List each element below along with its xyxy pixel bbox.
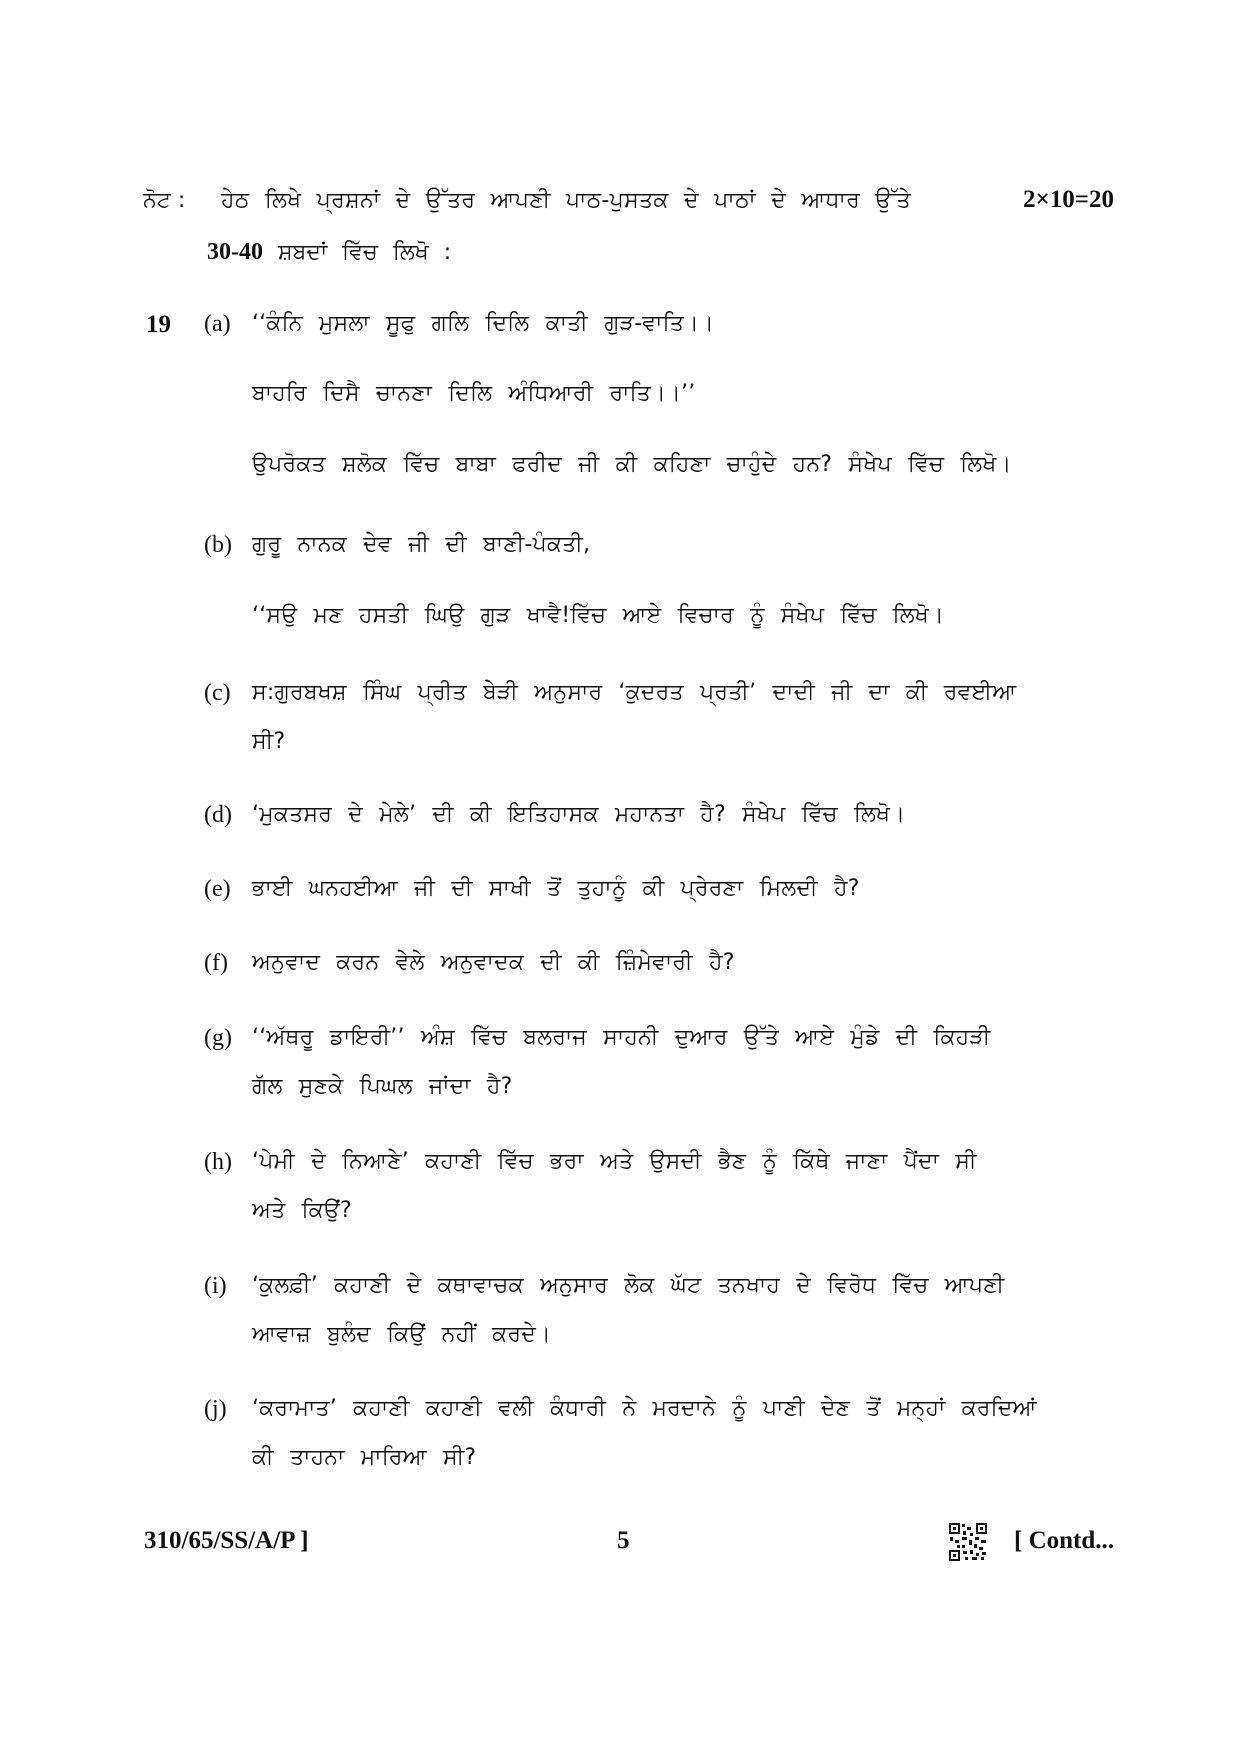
part-c-line2: ਸੀ? <box>252 729 286 754</box>
part-b-line1: ਗੁਰੂ ਨਾਨਕ ਦੇਵ ਜੀ ਦੀ ਬਾਣੀ-ਪੰਕਤੀ, <box>252 532 591 557</box>
part-g-line1: ‘‘ਅੱਥਰੂ ਡਾਇਰੀ’’ ਅੰਸ਼ ਵਿੱਚ ਬਲਰਾਜ ਸਾਹਨੀ ਦੁਆਰ ਉੱਤੇ ਆਏ ਮੁੰਡੇ ਦੀ ਕਿਹੜੀ <box>252 1025 991 1050</box>
part-f-line1: ਅਨੁਵਾਦ ਕਰਨ ਵੇਲੇ ਅਨੁਵਾਦਕ ਦੀ ਕੀ ਜ਼ਿੰਮੇਵਾਰੀ ਹੈ? <box>252 950 735 975</box>
part-b-line2: ‘‘ਸਉ ਮਣ ਹਸਤੀ ਘਿਉ ਗੁੜ ਖਾਵੈ!ਵਿੱਚ ਆਏ ਵਿਚਾਰ ਨੂੰ ਸੰਖੇਪ ਵਿੱਚ ਲਿਖੋ। <box>252 603 944 628</box>
part-a-line2: ਬਾਹਰਿ ਦਿਸੈ ਚਾਨਣਾ ਦਿਲਿ ਅੰਧਿਆਰੀ ਰਾਤਿ।।’’ <box>252 381 696 406</box>
part-i-line2: ਆਵਾਜ਼ ਬੁਲੰਦ ਕਿਉਂ ਨਹੀਂ ਕਰਦੇ। <box>252 1322 551 1347</box>
part-label-j: (j) <box>204 1396 227 1422</box>
qr-code-icon <box>948 1522 988 1562</box>
part-g-line2: ਗੱਲ ਸੁਣਕੇ ਪਿਘਲ ਜਾਂਦਾ ਹੈ? <box>252 1074 513 1099</box>
question-number: 19 <box>146 311 171 338</box>
paper-code: 310/65/SS/A/P ] <box>144 1527 309 1554</box>
part-label-i: (i) <box>204 1273 227 1299</box>
part-a-line1: ‘‘ਕੰਨਿ ਮੁਸਲਾ ਸੂਫੁ ਗਲਿ ਦਿਲਿ ਕਾਤੀ ਗੁੜ-ਵਾਤਿ।। <box>252 311 715 336</box>
part-label-b: (b) <box>204 532 232 558</box>
marks-allocation: 2×10=20 <box>1023 186 1114 213</box>
page-number: 5 <box>617 1527 630 1554</box>
part-j-line1: ‘ਕਰਾਮਾਤ’ ਕਹਾਣੀ ਕਹਾਣੀ ਵਲੀ ਕੰਧਾਰੀ ਨੇ ਮਰਦਾਨੇ ਨੂੰ ਪਾਣੀ ਦੇਣ ਤੋਂ ਮਨ੍ਹਾਂ ਕਰਦਿਆਂ <box>252 1396 1037 1421</box>
part-h-line2: ਅਤੇ ਕਿਉਂ? <box>252 1198 352 1223</box>
note-instruction-line1: ਹੇਠ ਲਿਖੇ ਪ੍ਰਸ਼ਨਾਂ ਦੇ ਉੱਤਰ ਆਪਣੀ ਪਾਠ-ਪੁਸਤਕ ਦੇ ਪਾਠਾਂ ਦੇ ਆਧਾਰ ਉੱਤੇ <box>221 188 911 213</box>
part-j-line2: ਕੀ ਤਾਹਨਾ ਮਾਰਿਆ ਸੀ? <box>252 1445 477 1470</box>
note-label: ਨੋਟ : <box>143 188 186 213</box>
part-label-a: (a) <box>204 311 231 337</box>
continued-marker: [ Contd... <box>1014 1527 1115 1554</box>
part-a-line3: ਉਪਰੋਕਤ ਸ਼ਲੋਕ ਵਿੱਚ ਬਾਬਾ ਫਰੀਦ ਜੀ ਕੀ ਕਹਿਣਾ ਚਾਹੁੰਦੇ ਹਨ? ਸੰਖੇਪ ਵਿੱਚ ਲਿਖੋ। <box>252 452 1012 477</box>
part-label-h: (h) <box>204 1149 232 1175</box>
part-e-line1: ਭਾਈ ਘਨਹਈਆ ਜੀ ਦੀ ਸਾਖੀ ਤੋਂ ਤੁਹਾਨੂੰ ਕੀ ਪ੍ਰੇਰਣਾ ਮਿਲਦੀ ਹੈ? <box>252 876 860 901</box>
part-label-c: (c) <box>204 680 231 706</box>
note-instruction-rest: ਸ਼ਬਦਾਂ ਵਿੱਚ ਲਿਖੋ : <box>278 240 452 265</box>
note-instruction-line2 <box>207 239 451 266</box>
part-label-e: (e) <box>204 876 231 902</box>
part-d-line1: ‘ਮੁਕਤਸਰ ਦੇ ਮੇਲੇ’ ਦੀ ਕੀ ਇਤਿਹਾਸਕ ਮਹਾਨਤਾ ਹੈ? ਸੰਖੇਪ ਵਿੱਚ ਲਿਖੋ। <box>252 802 906 827</box>
word-count-range: 30-40 <box>207 239 263 265</box>
part-c-line1: ਸ:ਗੁਰਬਖਸ਼ ਸਿੰਘ ਪ੍ਰੀਤ ਬੇੜੀ ਅਨੁਸਾਰ ‘ਕੁਦਰਤ ਪ੍ਰਤੀ’ ਦਾਦੀ ਜੀ ਦਾ ਕੀ ਰਵਈਆ <box>252 680 1017 705</box>
part-label-f: (f) <box>204 950 228 976</box>
part-h-line1: ‘ਪੇਮੀ ਦੇ ਨਿਆਣੇ’ ਕਹਾਣੀ ਵਿੱਚ ਭਰਾ ਅਤੇ ਉਸਦੀ ਭੈਣ ਨੂੰ ਕਿੱਥੇ ਜਾਣਾ ਪੈਂਦਾ ਸੀ <box>252 1149 977 1174</box>
part-label-d: (d) <box>204 802 232 828</box>
part-label-g: (g) <box>204 1025 232 1051</box>
part-i-line1: ‘ਕੁਲਫ਼ੀ’ ਕਹਾਣੀ ਦੇ ਕਥਾਵਾਚਕ ਅਨੁਸਾਰ ਲੋਕ ਘੱਟ ਤਨਖਾਹ ਦੇ ਵਿਰੋਧ ਵਿੱਚ ਆਪਣੀ <box>252 1273 1005 1298</box>
